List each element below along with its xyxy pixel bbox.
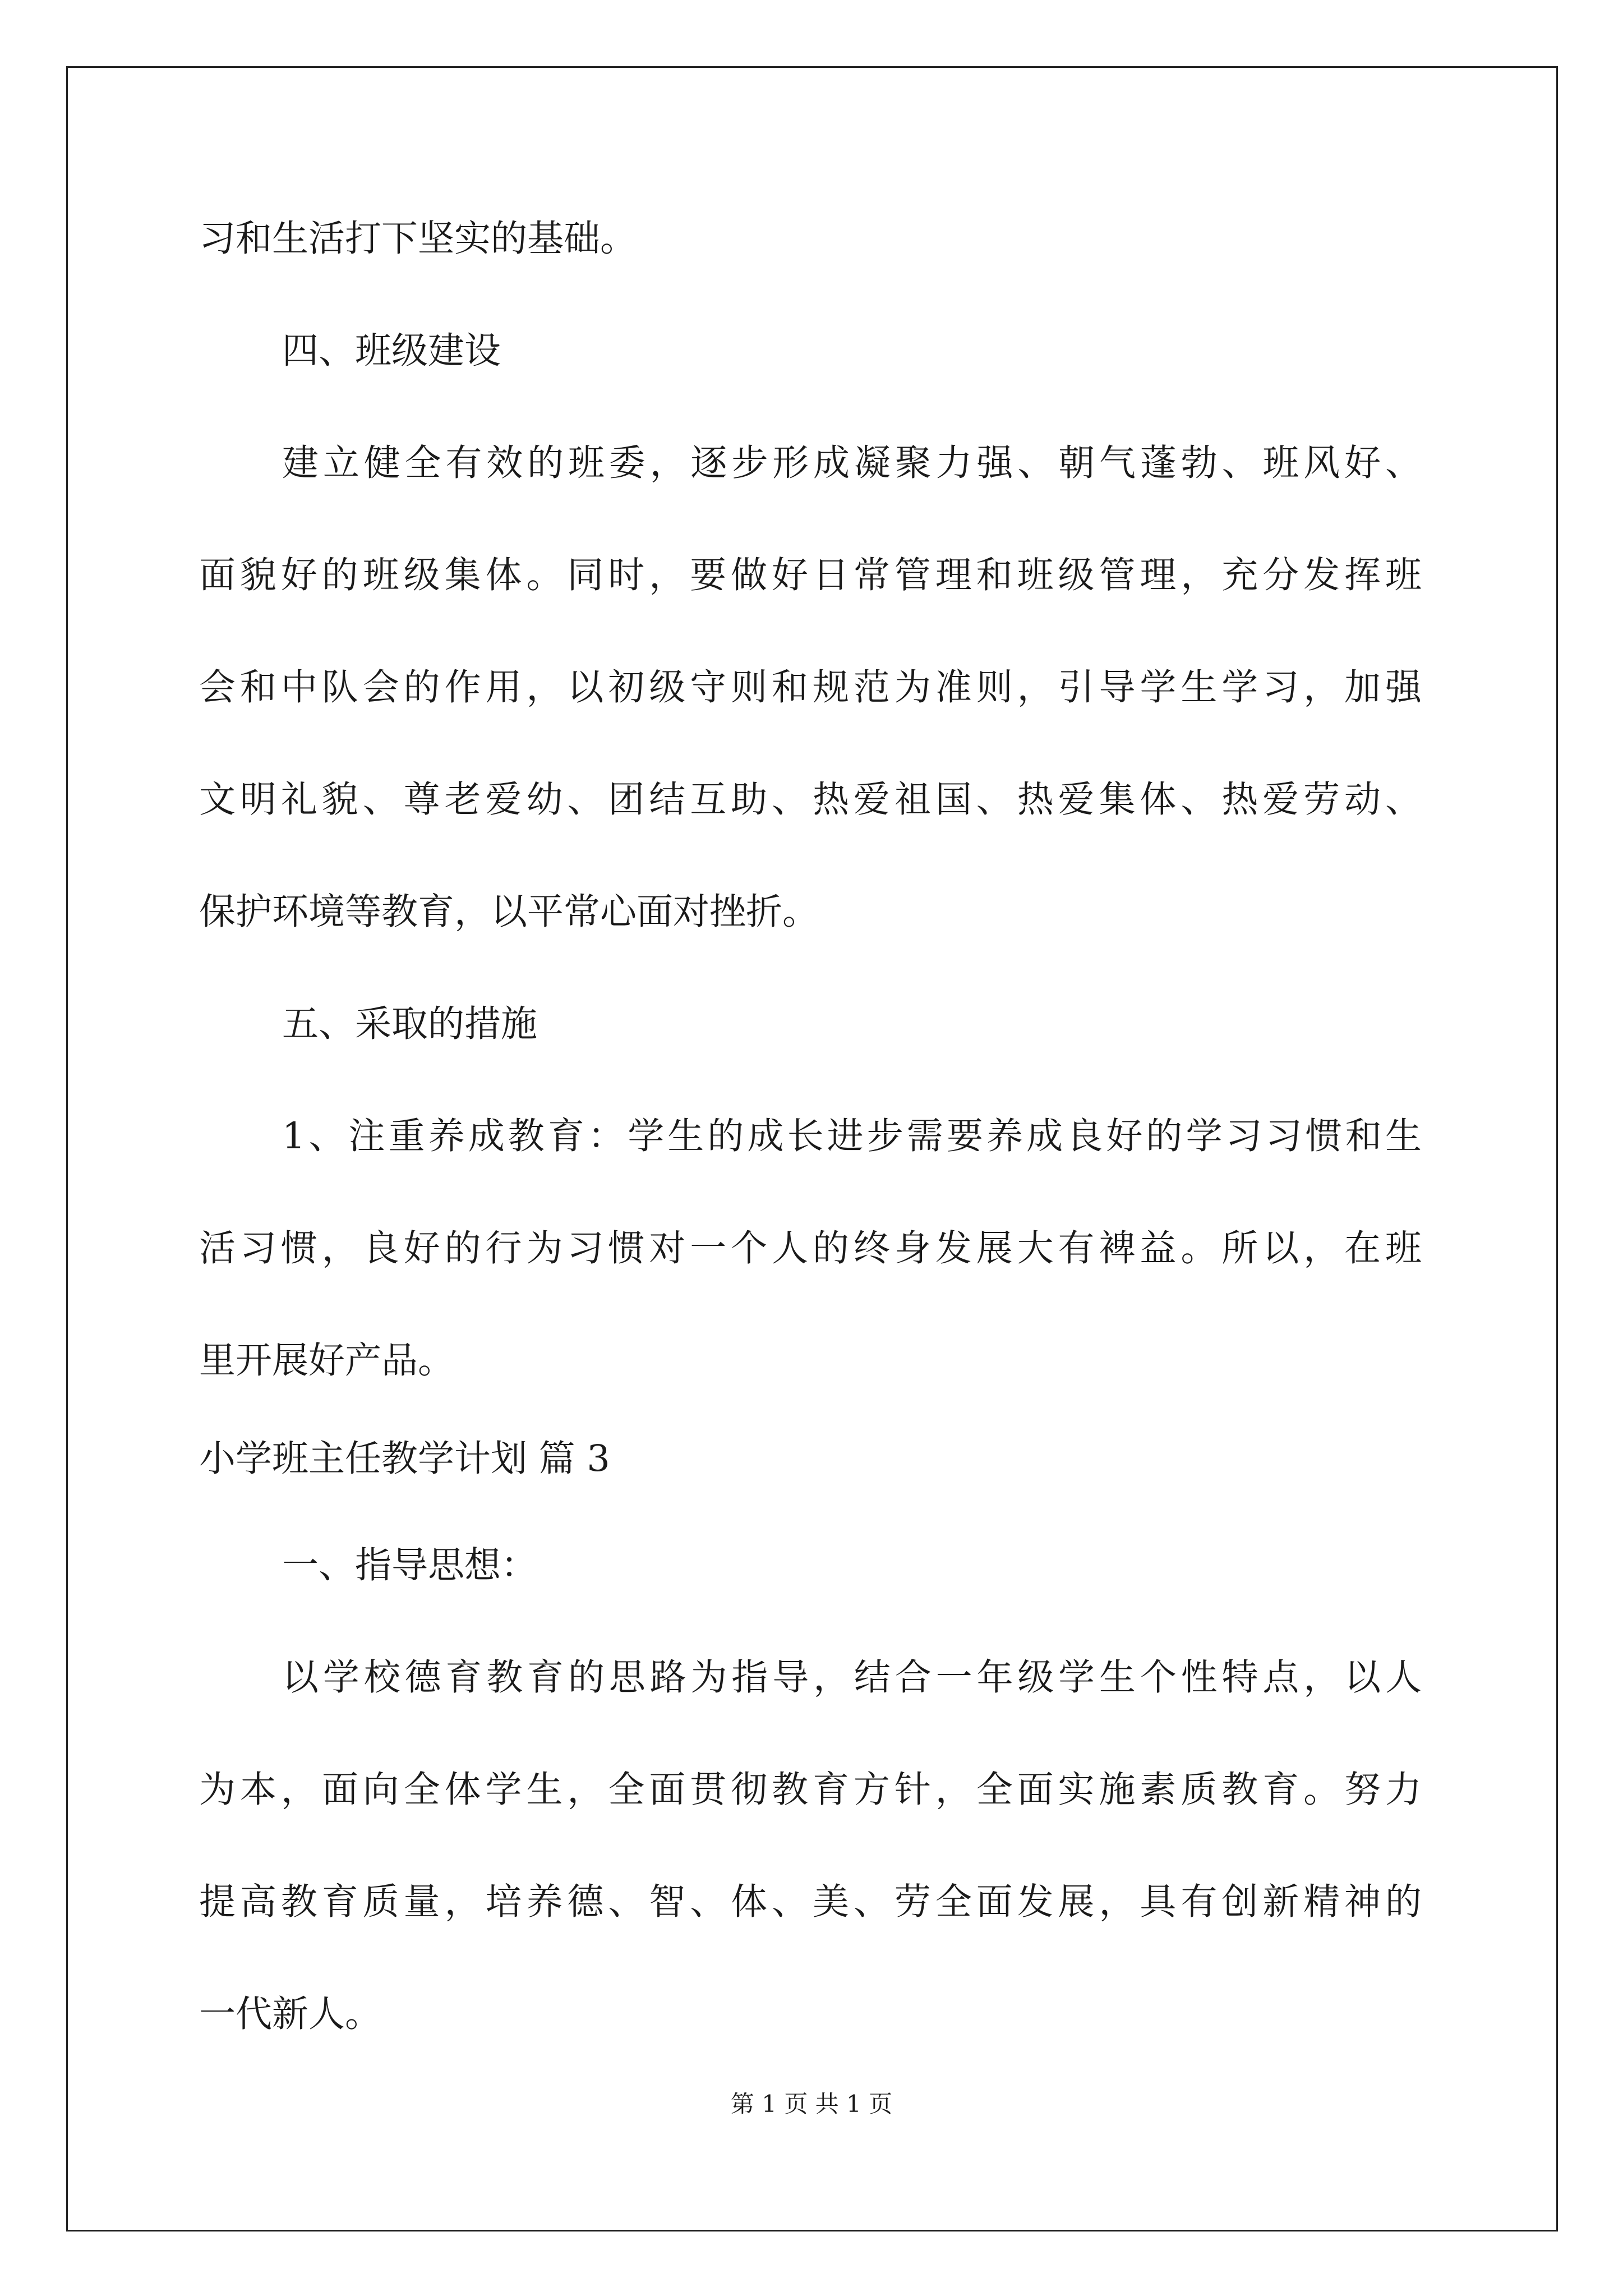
text-line: 习和生活打下坚实的基础。 xyxy=(199,218,637,260)
text-line: 活习惯，良好的行为习惯对一个人的终身发展大有裨益。所以，在班 xyxy=(199,1227,1422,1269)
article-title: 小学班主任教学计划 篇 3 xyxy=(199,1438,610,1480)
text-line: 会和中队会的作用，以初级守则和规范为准则，引导学生学习，加强 xyxy=(199,666,1422,708)
text-line: 面貌好的班级集体。同时，要做好日常管理和班级管理，充分发挥班 xyxy=(199,554,1422,596)
text-line: 里开展好产品。 xyxy=(199,1340,455,1382)
text-line: 以学校德育教育的思路为指导，结合一年级学生个性特点，以人 xyxy=(282,1657,1422,1699)
text-line: 为本，面向全体学生，全面贯彻教育方针，全面实施素质教育。努力 xyxy=(199,1769,1422,1811)
section-heading: 五、采取的措施 xyxy=(282,1003,538,1045)
text-line: 文明礼貌、尊老爱幼、团结互助、热爱祖国、热爱集体、热爱劳动、 xyxy=(199,779,1422,821)
section-heading: 四、班级建设 xyxy=(282,330,501,372)
text-line: 建立健全有效的班委，逐步形成凝聚力强、朝气蓬勃、班风好、 xyxy=(282,442,1422,484)
text-line: 提高教育质量，培养德、智、体、美、劳全面发展，具有创新精神的 xyxy=(199,1881,1422,1923)
text-line: 保护环境等教育，以平常心面对挫折。 xyxy=(199,891,819,933)
section-heading: 一、指导思想： xyxy=(282,1544,538,1586)
page-footer: 第 1 页 共 1 页 xyxy=(730,2090,893,2118)
text-line: 一代新人。 xyxy=(199,1993,382,2035)
text-line: 1、注重养成教育：学生的成长进步需要养成良好的学习习惯和生 xyxy=(282,1115,1422,1157)
